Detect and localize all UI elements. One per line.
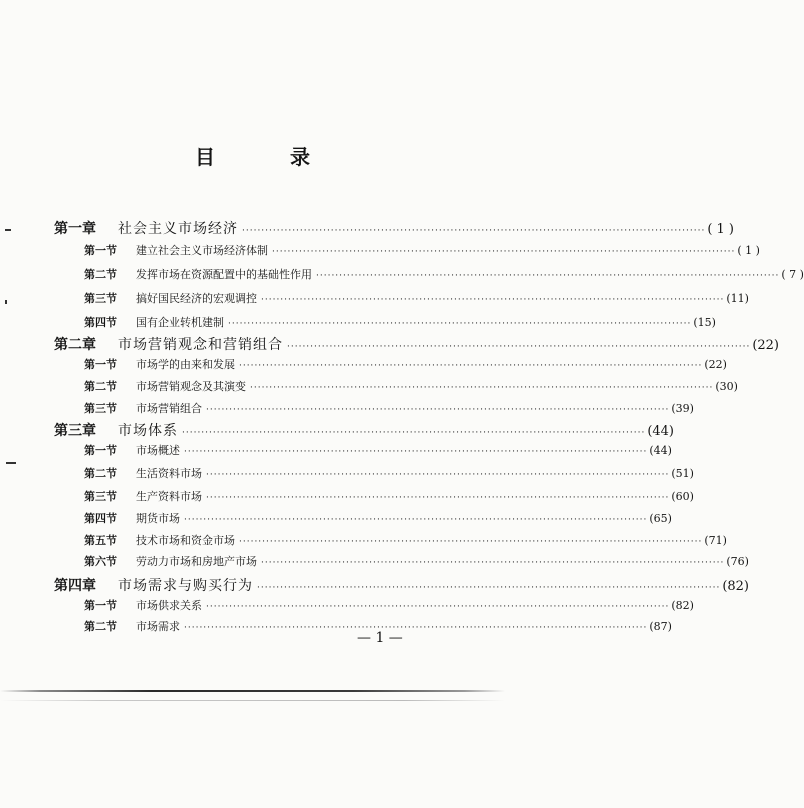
toc-entry-page: (87) xyxy=(649,620,672,633)
toc-leader-dots: ························································································································ xyxy=(184,623,648,633)
toc-entry-title: 发挥市场在资源配置中的基础性作用 xyxy=(136,268,312,281)
toc-entry-number: 第一节 xyxy=(84,358,117,371)
toc-entry-title: 市场学的由来和发展 xyxy=(136,358,235,371)
toc-entry-page: (22) xyxy=(752,338,779,353)
toc-section-row xyxy=(84,290,749,306)
toc-entry-page: (22) xyxy=(704,358,727,371)
toc-entry-title: 市场体系 xyxy=(118,423,178,439)
toc-entry-page: ( 1 ) xyxy=(707,222,734,237)
toc-section-row xyxy=(84,488,694,504)
toc-entry-number: 第四节 xyxy=(84,316,117,329)
toc-entry-number: 第三节 xyxy=(84,292,117,305)
toc-entry-title: 建立社会主义市场经济体制 xyxy=(136,244,268,257)
toc-leader-dots: ························································································································ xyxy=(239,537,703,547)
scan-speck xyxy=(5,229,11,231)
toc-entry-number: 第三节 xyxy=(84,490,117,503)
toc-entry-number: 第一节 xyxy=(84,244,117,257)
toc-leader-dots: ························································································································ xyxy=(250,383,714,393)
toc-chapter-row xyxy=(54,334,779,354)
toc-leader-dots: ························································································································ xyxy=(242,226,706,236)
toc-entry-number: 第四章 xyxy=(54,578,96,594)
toc-entry-page: ( 7 ) xyxy=(781,268,804,281)
toc-entry-page: (39) xyxy=(671,402,694,415)
toc-leader-dots: ························································································································ xyxy=(206,602,670,612)
toc-entry-number: 第五节 xyxy=(84,534,117,547)
toc-entry-title: 市场需求与购买行为 xyxy=(118,578,253,594)
toc-entry-title: 市场营销组合 xyxy=(136,402,202,415)
toc-section-row xyxy=(84,553,749,569)
toc-leader-dots: ························································································································ xyxy=(287,342,751,352)
toc-entry-number: 第二节 xyxy=(84,467,117,480)
toc-entry-page: (76) xyxy=(726,555,749,568)
toc-entry-page: (71) xyxy=(704,534,727,547)
toc-section-row xyxy=(84,314,716,330)
toc-entry-number: 第四节 xyxy=(84,512,117,525)
toc-entry-title: 生产资料市场 xyxy=(136,490,202,503)
toc-leader-dots: ························································································································ xyxy=(206,493,670,503)
toc-leader-dots: ························································································································ xyxy=(272,247,736,257)
toc-leader-dots: ························································································································ xyxy=(184,515,648,525)
toc-entry-number: 第三章 xyxy=(54,423,96,439)
toc-section-row xyxy=(84,242,760,258)
toc-entry-number: 第三节 xyxy=(84,402,117,415)
toc-entry-number: 第二章 xyxy=(54,337,96,353)
toc-entry-title: 搞好国民经济的宏观调控 xyxy=(136,292,257,305)
toc-section-row xyxy=(84,378,738,394)
toc-section-row xyxy=(84,532,727,548)
toc-entry-title: 市场供求关系 xyxy=(136,599,202,612)
toc-entry-title: 劳动力市场和房地产市场 xyxy=(136,555,257,568)
toc-section-row xyxy=(84,510,672,526)
toc-entry-page: (44) xyxy=(647,424,674,439)
toc-leader-dots: ························································································································ xyxy=(261,558,725,568)
toc-section-row xyxy=(84,465,694,481)
toc-chapter-row xyxy=(54,218,734,238)
toc-entry-title: 生活资料市场 xyxy=(136,467,202,480)
toc-chapter-row xyxy=(54,420,674,440)
toc-entry-number: 第一节 xyxy=(84,444,117,457)
scan-edge-line-faint xyxy=(0,700,505,701)
toc-entry-page: (11) xyxy=(726,292,749,305)
toc-entry-title: 市场概述 xyxy=(136,444,180,457)
toc-entry-number: 第一节 xyxy=(84,599,117,612)
toc-entry-page: (30) xyxy=(715,380,738,393)
toc-chapter-row xyxy=(54,575,749,595)
scan-speck xyxy=(5,300,7,304)
toc-entry-number: 第六节 xyxy=(84,555,117,568)
toc-entry-page: (82) xyxy=(722,579,749,594)
toc-leader-dots: ························································································································ xyxy=(261,295,725,305)
toc-entry-page: (15) xyxy=(693,316,716,329)
toc-leader-dots: ························································································································ xyxy=(206,405,670,415)
toc-entry-number: 第二节 xyxy=(84,620,117,633)
page-title: 目 录 xyxy=(195,145,344,169)
toc-leader-dots: ························································································································ xyxy=(316,271,780,281)
toc-entry-page: (65) xyxy=(649,512,672,525)
toc-entry-page: (82) xyxy=(671,599,694,612)
toc-leader-dots: ························································································································ xyxy=(239,361,703,371)
toc-leader-dots: ························································································································ xyxy=(206,470,670,480)
toc-leader-dots: ························································································································ xyxy=(228,319,692,329)
toc-entry-page: (44) xyxy=(649,444,672,457)
toc-entry-title: 市场需求 xyxy=(136,620,180,633)
toc-leader-dots: ························································································································ xyxy=(182,428,646,438)
scan-speck xyxy=(6,462,16,464)
toc-entry-title: 技术市场和资金市场 xyxy=(136,534,235,547)
toc-leader-dots: ························································································································ xyxy=(257,583,721,593)
page-number: — 1 — xyxy=(357,630,403,646)
toc-entry-title: 社会主义市场经济 xyxy=(118,221,238,237)
toc-entry-title: 期货市场 xyxy=(136,512,180,525)
toc-entry-title: 市场营销观念和营销组合 xyxy=(118,337,283,353)
toc-leader-dots: ························································································································ xyxy=(184,447,648,457)
toc-section-row xyxy=(84,266,804,282)
toc-entry-number: 第二节 xyxy=(84,380,117,393)
toc-entry-title: 市场营销观念及其演变 xyxy=(136,380,246,393)
toc-entry-page: (60) xyxy=(671,490,694,503)
toc-section-row xyxy=(84,400,694,416)
toc-entry-number: 第二节 xyxy=(84,268,117,281)
toc-entry-number: 第一章 xyxy=(54,221,96,237)
toc-section-row xyxy=(84,597,694,613)
toc-entry-page: ( 1 ) xyxy=(737,244,760,257)
scan-edge-line xyxy=(0,690,505,692)
toc-entry-page: (51) xyxy=(671,467,694,480)
toc-section-row xyxy=(84,356,727,372)
toc-entry-title: 国有企业转机建制 xyxy=(136,316,224,329)
toc-section-row xyxy=(84,442,672,458)
